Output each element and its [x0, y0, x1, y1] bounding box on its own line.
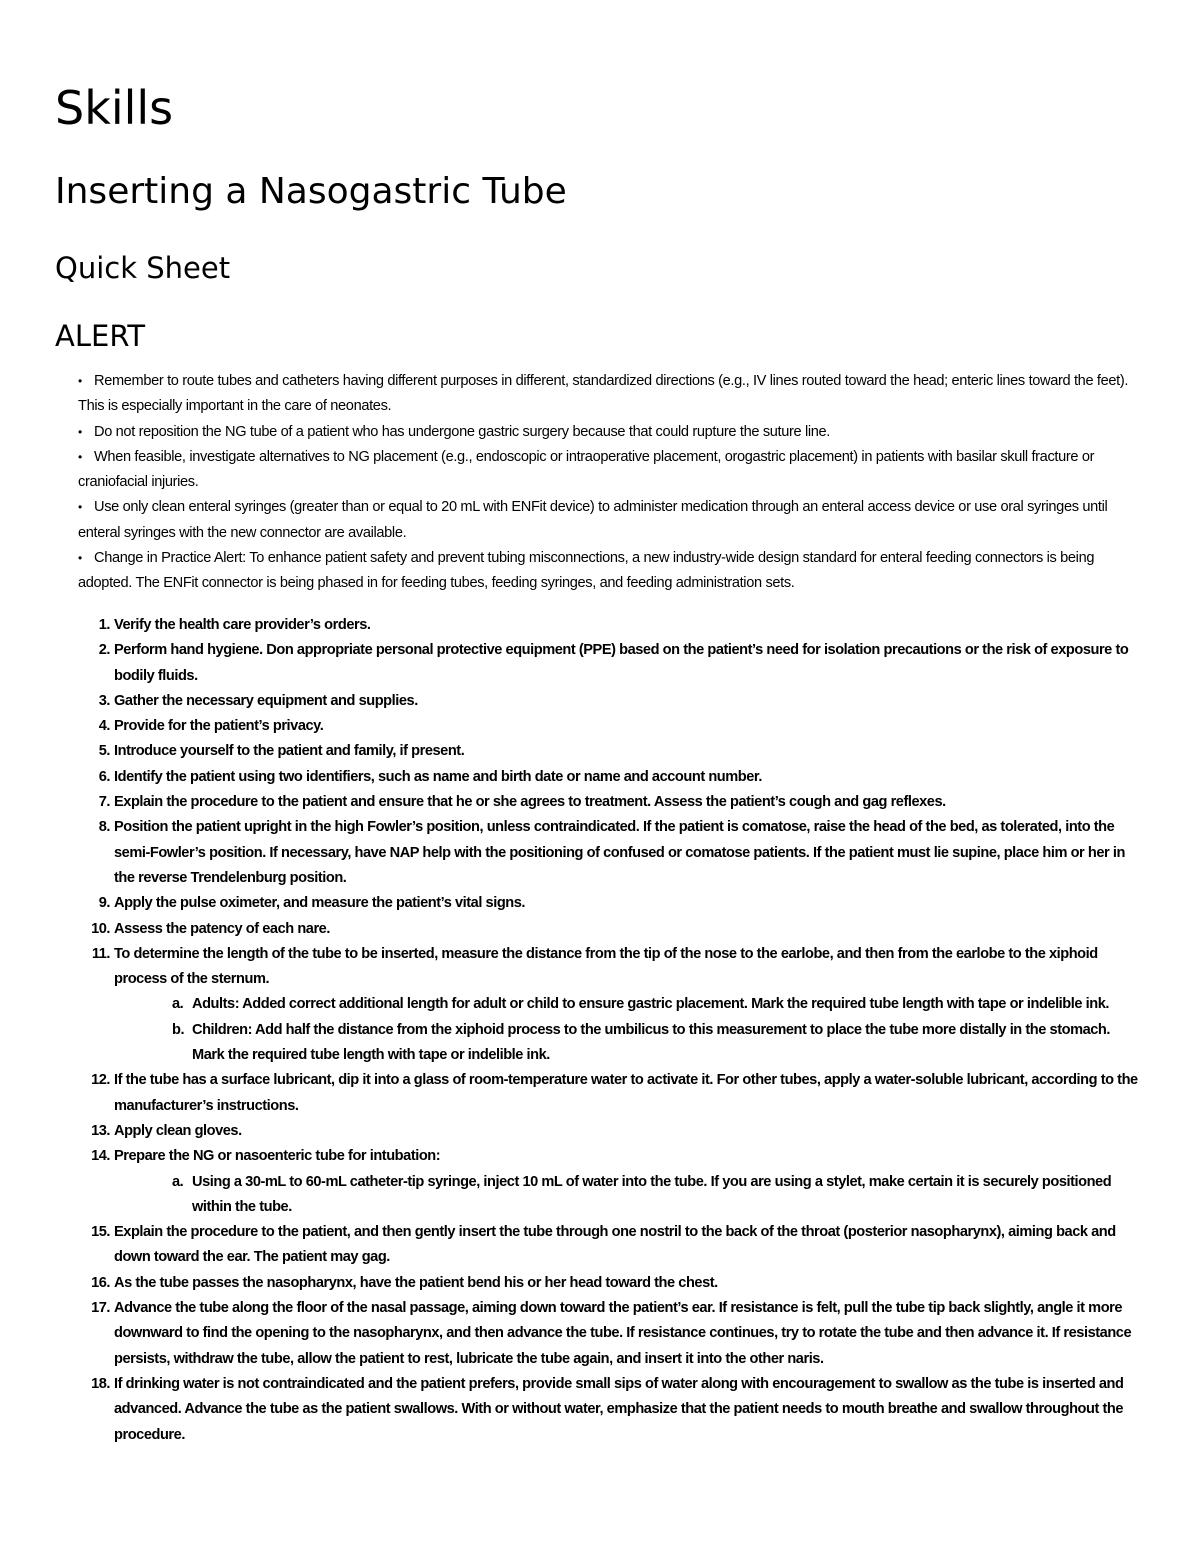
alert-text: Remember to route tubes and catheters having different purposes in different, standardized directions (e.g., IV lines routed toward the head; enteric lines toward the feet). This is especially important in the care of neonates. — [78, 373, 1129, 415]
step-number: 11. — [91, 945, 110, 962]
sub-step-item — [172, 1170, 1144, 1221]
step-text: To determine the length of the tube to be inserted, measure the distance from the tip of the nose to the earlobe, and then from the earlobe to the xiphoid process of the sternum. — [114, 945, 1098, 988]
step-text: If drinking water is not contraindicated and the patient prefers, provide small sips of water along with encouragement to swallow as the tube is inserted and advanced. Advance the tube as the patient swallows. With or without water, emphasize that the patient needs to mouth breathe and swallow throughout the procedure. — [114, 1375, 1124, 1443]
step-number: 2. — [98, 642, 110, 659]
step-item — [78, 815, 1144, 891]
sub-step-item — [172, 1018, 1144, 1069]
step-item — [78, 942, 1144, 1068]
step-item — [78, 1372, 1144, 1448]
step-text: Introduce yourself to the patient and family, if present. — [114, 743, 465, 760]
step-text: Position the patient upright in the high Fowler’s position, unless contraindicated. If the patient is comatose, raise the head of the bed, as tolerated, into the semi-Fowler’s position. If necessary, have NAP help with the positioning of confused or comatose patients. If the patient must lie supine, place him or her in the reverse Trendelenburg position. — [114, 819, 1125, 886]
bullet-icon: • — [78, 424, 82, 439]
step-item — [78, 765, 1144, 790]
step-text: If the tube has a surface lubricant, dip it into a glass of room-temperature water to activate it. For other tubes, apply a water-soluble lubricant, according to the manufacturer’s instructions. — [114, 1072, 1138, 1114]
step-number: 10. — [91, 920, 110, 937]
page-title: Inserting a Nasogastric Tube — [55, 171, 567, 212]
step-item — [78, 1296, 1144, 1372]
alert-item — [78, 420, 1138, 445]
step-item — [78, 1144, 1144, 1220]
step-text: Explain the procedure to the patient, and then gently insert the tube through one nostril to the back of the throat (posterior nasopharynx), aiming back and down toward the ear. The patient may gag. — [114, 1224, 1116, 1266]
step-item — [78, 1220, 1144, 1271]
step-number: 4. — [98, 718, 110, 735]
procedure-steps — [78, 613, 1144, 1448]
bullet-icon: • — [78, 374, 82, 388]
step-text: Provide for the patient’s privacy. — [114, 718, 324, 735]
sub-steps — [114, 1170, 1144, 1221]
step-text: As the tube passes the nasopharynx, have the patient bend his or her head toward the chest. — [114, 1274, 718, 1291]
step-text: Verify the health care provider’s orders. — [114, 617, 371, 633]
sub-step-letter: b. — [172, 1021, 185, 1038]
sub-step-text: Children: Add half the distance from the xiphoid process to the umbilicus to this measurement to place the tube more distally in the stomach. Mark the required tube length with tape or indelible ink. — [192, 1021, 1110, 1064]
sub-step-text: Adults: Added correct additional length for adult or child to ensure gastric placement. Mark the required tube length with tape or indelible ink. — [192, 996, 1109, 1013]
step-text: Apply clean gloves. — [114, 1122, 242, 1139]
alert-text: Change in Practice Alert: To enhance patient safety and prevent tubing misconnections, a new industry-wide design standard for enteral feeding connectors is being adopted. The ENFit connector is being phased in for feeding tubes, feeding syringes, and feeding administration sets. — [78, 550, 1095, 592]
step-item — [78, 689, 1144, 714]
bullet-icon: • — [78, 449, 82, 464]
step-item — [78, 917, 1144, 942]
step-text: Prepare the NG or nasoenteric tube for intubation: — [114, 1148, 441, 1165]
step-text: Explain the procedure to the patient and ensure that he or she agrees to treatment. Assess the patient’s cough and gag reflexes. — [114, 794, 946, 811]
step-item — [78, 790, 1144, 815]
step-number: 9. — [98, 895, 110, 912]
step-item — [78, 1119, 1144, 1144]
step-item — [78, 891, 1144, 916]
step-number: 1. — [98, 617, 110, 633]
subheading-alert: ALERT — [55, 319, 146, 353]
step-item — [78, 1068, 1144, 1119]
step-item — [78, 714, 1144, 739]
bullet-icon: • — [78, 551, 82, 566]
alert-text: Use only clean enteral syringes (greater than or equal to 20 mL with ENFit device) to administer medication through an enteral access device or use oral syringes until enteral syringes with the new connector are available. — [78, 499, 1108, 541]
step-text: Assess the patency of each nare. — [114, 920, 330, 937]
step-number: 13. — [91, 1122, 110, 1139]
alert-text: When feasible, investigate alternatives to NG placement (e.g., endoscopic or intraoperative placement, orogastric placement) in patients with basilar skull fracture or craniofacial injuries. — [78, 448, 1095, 491]
step-number: 16. — [91, 1274, 110, 1291]
step-number: 17. — [91, 1300, 110, 1317]
sub-step-item — [172, 992, 1144, 1017]
alert-text: Do not reposition the NG tube of a patient who has undergone gastric surgery because that could rupture the suture line. — [94, 423, 831, 440]
step-number: 8. — [98, 819, 110, 836]
step-number: 14. — [91, 1148, 110, 1165]
alert-item — [78, 369, 1138, 420]
step-text: Perform hand hygiene. Don appropriate personal protective equipment (PPE) based on the patient’s need for isolation precautions or the risk of exposure to bodily fluids. — [114, 642, 1129, 684]
step-number: 18. — [91, 1375, 110, 1392]
alert-list — [78, 369, 1138, 597]
step-text: Advance the tube along the floor of the nasal passage, aiming down toward the patient’s ear. If resistance is felt, pull the tube tip back slightly, angle it more downward to find the opening to the nasopharynx, and then advance the tube. If resistance continues, try to rotate the tube and then advance it. If resistance persists, withdraw the tube, allow the patient to rest, lubricate the tube again, and insert it into the other naris. — [114, 1300, 1132, 1367]
step-item — [78, 1271, 1144, 1296]
alert-item — [78, 445, 1138, 496]
step-number: 15. — [91, 1224, 110, 1241]
step-text: Apply the pulse oximeter, and measure the patient’s vital signs. — [114, 895, 526, 912]
subheading-quick-sheet: Quick Sheet — [55, 251, 231, 285]
step-number: 3. — [98, 692, 110, 709]
step-number: 5. — [98, 743, 110, 760]
step-number: 6. — [98, 768, 110, 785]
alert-item — [78, 495, 1138, 546]
section-heading-skills: Skills — [55, 81, 174, 135]
step-item — [78, 613, 1144, 638]
step-text: Gather the necessary equipment and supplies. — [114, 692, 418, 709]
sub-step-letter: a. — [172, 996, 184, 1013]
step-number: 7. — [98, 794, 110, 811]
step-number: 12. — [91, 1072, 110, 1089]
sub-steps — [114, 992, 1144, 1068]
step-item — [78, 739, 1144, 764]
alert-item — [78, 546, 1138, 597]
sub-step-letter: a. — [172, 1173, 184, 1190]
step-item — [78, 638, 1144, 689]
step-text: Identify the patient using two identifiers, such as name and birth date or name and account number. — [114, 768, 762, 785]
bullet-icon: • — [78, 500, 82, 515]
sub-step-text: Using a 30-mL to 60-mL catheter-tip syringe, inject 10 mL of water into the tube. If you are using a stylet, make certain it is securely positioned within the tube. — [192, 1173, 1112, 1215]
